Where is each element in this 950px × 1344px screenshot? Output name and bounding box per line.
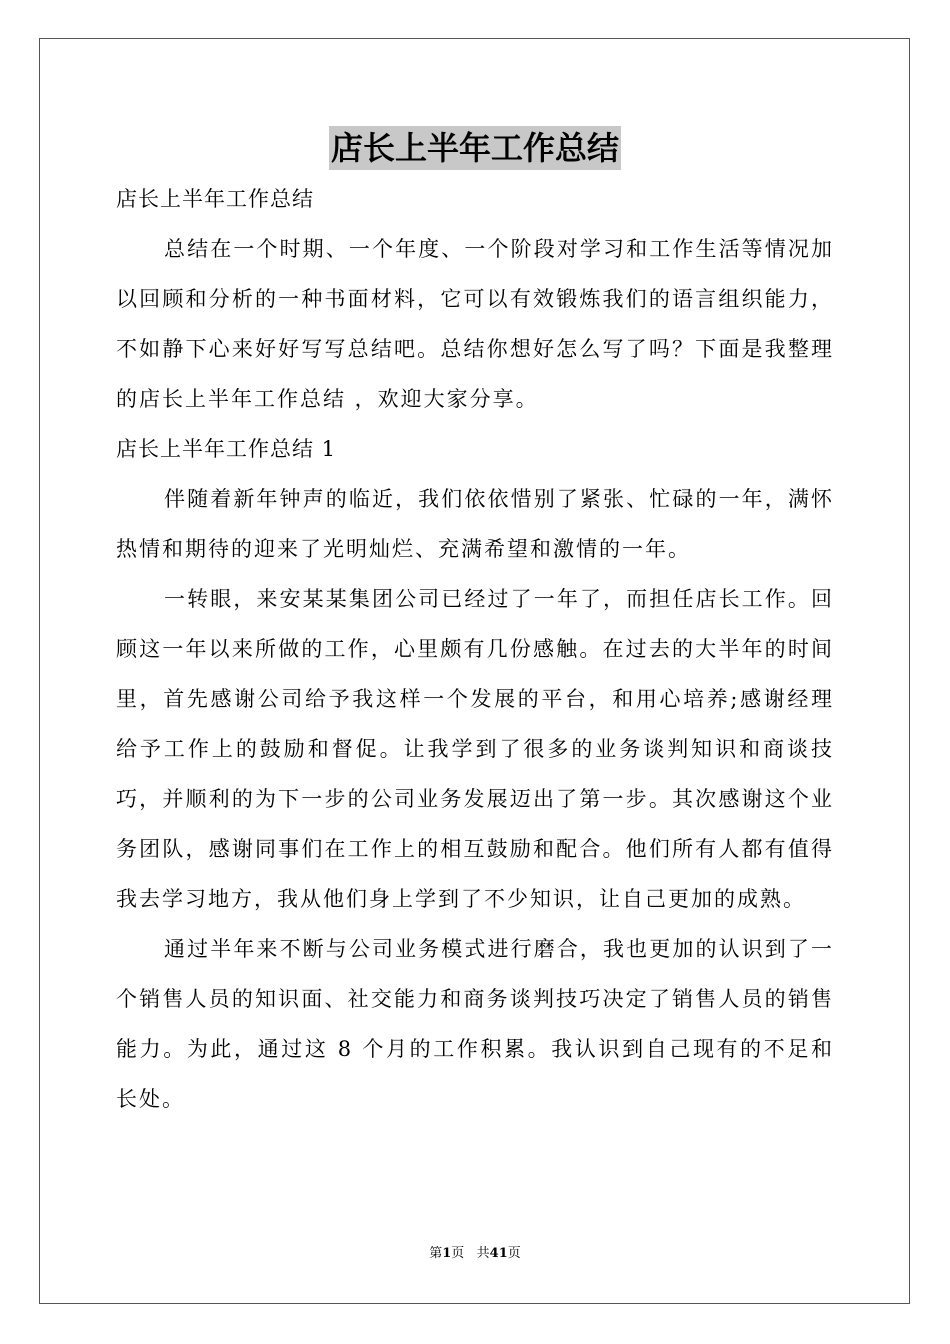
body-paragraph-3: 通过半年来不断与公司业务模式进行磨合，我也更加的认识到了一个销售人员的知识面、社交能力和商务谈判技巧决定了销售人员的销售能力。为此，通过这 8 个月的工作积累。我认识到自己现有的不足和长处。 bbox=[116, 937, 834, 1111]
footer-page-number: 1 bbox=[442, 1246, 452, 1261]
document-title bbox=[0, 126, 950, 170]
footer-prefix: 第 bbox=[429, 1246, 443, 1261]
footer-total-pages: 41 bbox=[489, 1246, 508, 1261]
page-footer bbox=[0, 1245, 950, 1263]
subtitle-line: 店长上半年工作总结 bbox=[116, 187, 314, 211]
footer-middle: 页 共 bbox=[451, 1246, 490, 1261]
document-title-text: 店长上半年工作总结 bbox=[329, 126, 621, 170]
body-paragraph-1: 伴随着新年钟声的临近，我们依依惜别了紧张、忙碌的一年，满怀热情和期待的迎来了光明灿烂、充满希望和激情的一年。 bbox=[116, 487, 834, 561]
footer-suffix: 页 bbox=[507, 1246, 521, 1261]
intro-paragraph: 总结在一个时期、一个年度、一个阶段对学习和工作生活等情况加以回顾和分析的一种书面材料，它可以有效锻炼我们的语言组织能力，不如静下心来好好写写总结吧。总结你想好怎么写了吗？下面是我整理的店长上半年工作总结 ，欢迎大家分享。 bbox=[116, 237, 834, 411]
document-body bbox=[116, 174, 834, 1124]
body-paragraph-2: 一转眼，来安某某集团公司已经过了一年了，而担任店长工作。回顾这一年以来所做的工作，心里颇有几份感触。在过去的大半年的时间里，首先感谢公司给予我这样一个发展的平台，和用心培养;感谢经理给予工作上的鼓励和督促。让我学到了很多的业务谈判知识和商谈技巧，并顺利的为下一步的公司业务发展迈出了第一步。其次感谢这个业务团队，感谢同事们在工作上的相互鼓励和配合。他们所有人都有值得我去学习地方，我从他们身上学到了不少知识，让自己更加的成熟。 bbox=[116, 587, 834, 911]
section-heading: 店长上半年工作总结 1 bbox=[116, 437, 337, 461]
